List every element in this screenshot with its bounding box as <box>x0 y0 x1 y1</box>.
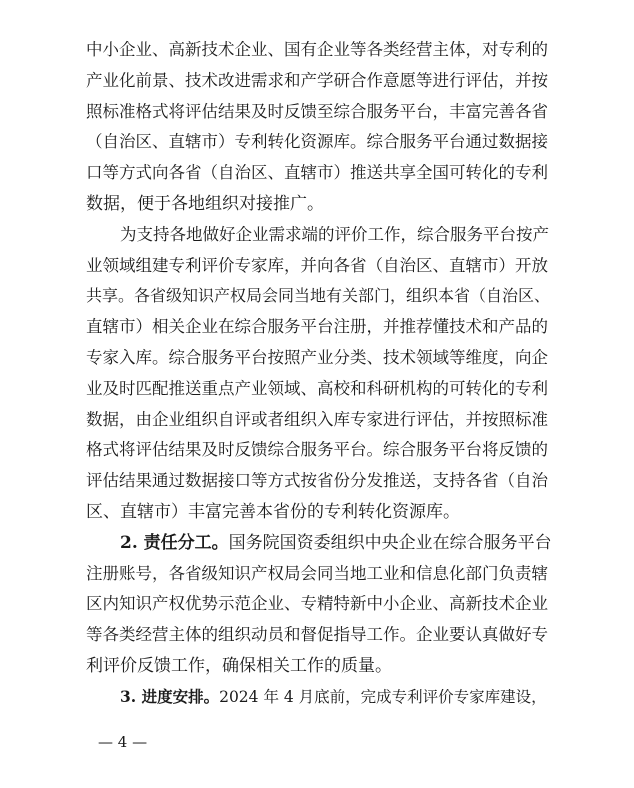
text-line: 中小企业、高新技术企业、国有企业等各类经营主体，对专利的 <box>86 40 548 59</box>
text-line: 3. 进度安排。2024 年 4 月底前，完成专利评价专家库建设， <box>120 687 547 706</box>
page-number: — 4 — <box>98 733 148 751</box>
text-line: 照标准格式将评估结果及时反馈至综合服务平台，丰富完善各省 <box>86 102 548 121</box>
text-line: 数据，由企业组织自评或者组织入库专家进行评估，并按照标准 <box>86 410 548 429</box>
text-line: 评估结果通过数据接口等方式按省份分发推送，支持各省（自治 <box>86 471 548 490</box>
text-line: （自治区、直辖市）专利转化资源库。综合服务平台通过数据接 <box>86 132 548 151</box>
text-line: 专家入库。综合服务平台按照产业分类、技术领域等维度，向企 <box>86 348 548 367</box>
text-line: 利评价反馈工作，确保相关工作的质量。 <box>86 656 392 676</box>
text-line: 产业化前景、技术改进需求和产学研合作意愿等进行评估，并按 <box>86 71 548 90</box>
text-line: 共享。各省级知识产权局会同当地有关部门，组织本省（自治区、 <box>86 286 551 305</box>
text-line: 格式将评估结果及时反馈综合服务平台。综合服务平台将反馈的 <box>86 440 548 459</box>
text-line: 业及时匹配推送重点产业领域、高校和科研机构的可转化的专利 <box>86 379 548 398</box>
text-line: 直辖市）相关企业在综合服务平台注册，并推荐懂技术和产品的 <box>86 317 548 336</box>
text-line: 口等方式向各省（自治区、直辖市）推送共享全国可转化的专利 <box>86 163 548 182</box>
text-line: 区内知识产权优势示范企业、专精特新中小企业、高新技术企业 <box>86 594 548 613</box>
text-line: 等各类经营主体的组织动员和督促指导工作。企业要认真做好专 <box>86 625 548 644</box>
text-line: 为支持各地做好企业需求端的评价工作，综合服务平台按产 <box>120 225 549 244</box>
text-line: 区、直辖市）丰富完善本省份的专利转化资源库。 <box>86 502 460 522</box>
text-line: 注册账号，各省级知识产权局会同当地工业和信息化部门负责辖 <box>86 564 548 583</box>
section-heading: 2. 责任分工。 <box>120 533 229 553</box>
text-line: 2. 责任分工。国务院国资委组织中央企业在综合服务平台 <box>120 533 552 553</box>
text-line: 业领域组建专利评价专家库，并向各省（自治区、直辖市）开放 <box>86 256 548 275</box>
text-line: 数据，便于各地组织对接推广。 <box>86 194 324 214</box>
section-heading: 3. 进度安排。 <box>120 687 220 706</box>
